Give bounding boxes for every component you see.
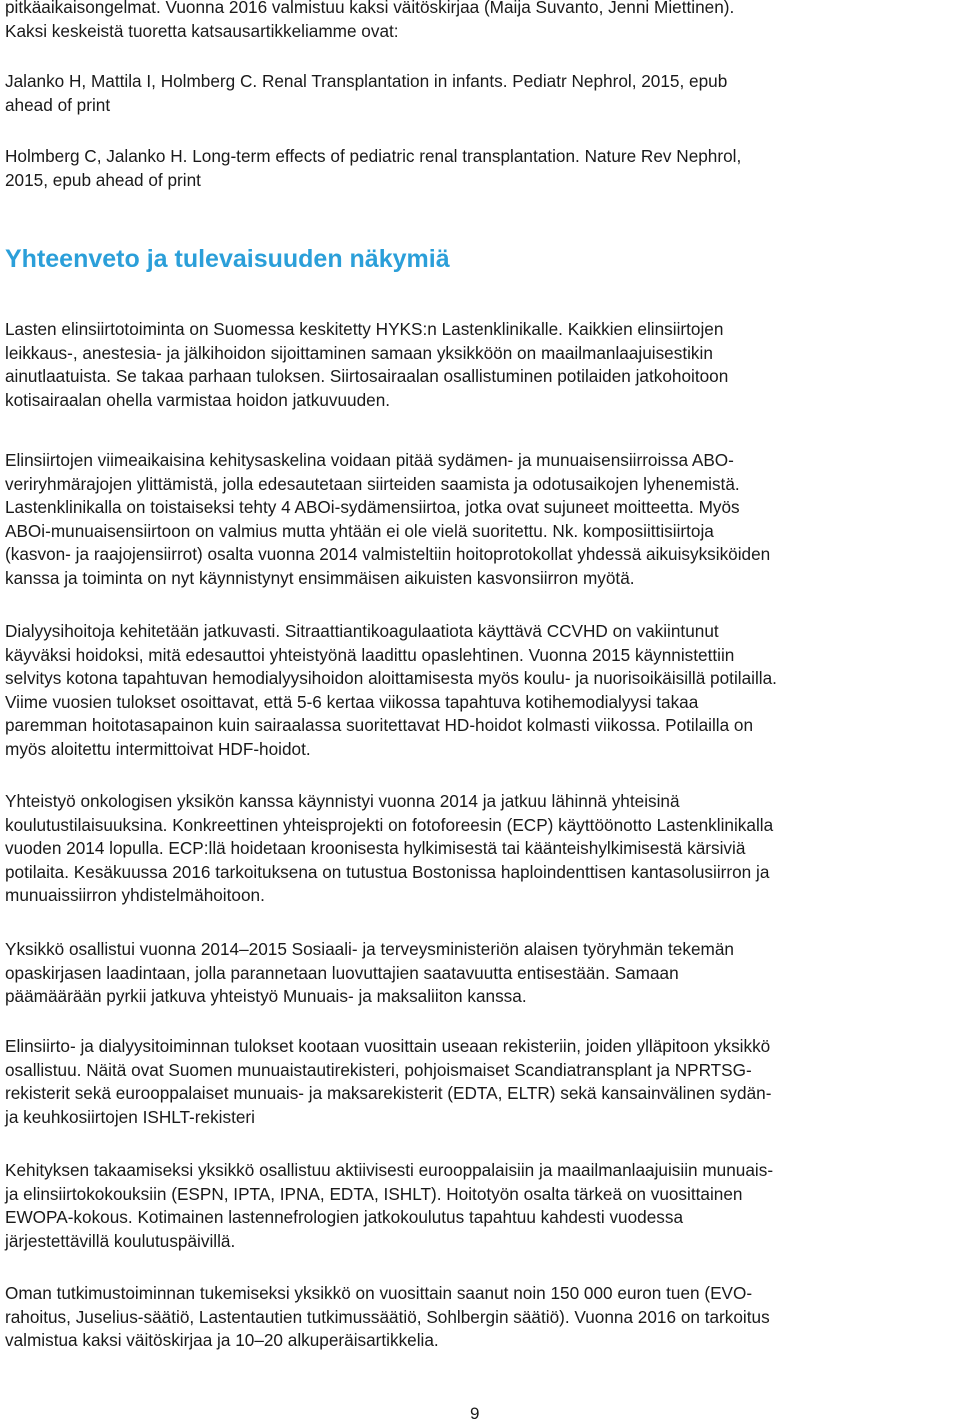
body-paragraph xyxy=(5,620,957,762)
text-line: Yhteistyö onkologisen yksikön kanssa käynnistyi vuonna 2014 ja jatkuu lähinnä yhteisinä xyxy=(5,791,680,811)
text-line: rekisterit sekä eurooppalaiset munuais- ja maksarekisterit (EDTA, ELTR) sekä kansainvälinen sydän- xyxy=(5,1083,772,1104)
text-line: Kehityksen takaamiseksi yksikkö osallistuu aktiivisesti eurooppalaisiin ja maailmanlaajuisiin munuais- xyxy=(5,1160,774,1180)
text-line: ja keuhkosiirtojen ISHLT-rekisteri xyxy=(5,1106,255,1127)
text-line: ABOi-munuaisensiirtoon on valmius mutta yhtään ei ole vielä suoritettu. Nk. komposiittisiirtoja xyxy=(5,520,714,541)
text-line: veriryhmärajojen ylittämistä, jolla edesautetaan siirteiden saamista ja odotusaikojen lyhenemistä. xyxy=(5,473,740,494)
text-line: kanssa ja toiminta on nyt käynnistynyt ensimmäisen aikuisten kasvonsiirron myötä. xyxy=(5,567,635,588)
text-line: Oman tutkimustoiminnan tukemiseksi yksikkö on vuosittain saanut noin 150 000 euron tuen (EVO- xyxy=(5,1283,753,1303)
text-line: paremman hoitotasapainon kuin sairaalassa suoritettavat HD-hoidot kolmasti viikossa. Potilailla on xyxy=(5,715,754,736)
text-line: käyväksi hoidoksi, mitä edesauttoi yhteistyönä laadittu opaslehtinen. Vuonna 2015 käynnistettiin xyxy=(5,644,735,665)
text-line: Lasten elinsiirtotoiminta on Suomessa keskitetty HYKS:n Lastenklinikalle. Kaikkien elinsiirtojen xyxy=(5,319,724,339)
text-line: järjestettävillä koulutuspäivillä. xyxy=(5,1230,236,1251)
text-line: Viime vuosien tulokset osoittavat, että 5-6 kertaa viikossa tapahtuva kotihemodialyysi takaa xyxy=(5,691,699,712)
text-line: koulutustilaisuuksina. Konkreettinen yhteisprojekti on fotoforeesin (ECP) käyttöönotto Lastenklinikalla xyxy=(5,814,774,835)
text-line: Kaksi keskeistä tuoretta katsausartikkeliamme ovat: xyxy=(5,20,399,41)
text-line: (kasvon- ja raajojensiirrot) osalta vuonna 2014 valmisteltiin hoitoprotokollat yhdessä aikuisyksiköiden xyxy=(5,544,771,565)
body-paragraph xyxy=(5,790,957,908)
text-line: pitkäaikaisongelmat. Vuonna 2016 valmistuu kaksi väitöskirjaa (Maija Suvanto, Jenni Miettinen). xyxy=(5,0,735,17)
text-line: ahead of print xyxy=(5,94,111,115)
body-paragraph xyxy=(5,1035,957,1129)
text-line: 2015, epub ahead of print xyxy=(5,169,201,190)
text-line: Dialyysihoitoja kehitetään jatkuvasti. Sitraattiantikoagulaatiota käyttävä CCVHD on vakiintunut xyxy=(5,621,719,641)
text-line: vuoden 2014 lopulla. ECP:llä hoidetaan kroonisesta hylkimisestä tai käänteishylkimisestä kärsiviä xyxy=(5,838,746,859)
text-line: Lastenklinikalla on toistaiseksi tehty 4 ABOi-sydämensiirtoa, jotka ovat sujuneet moitteetta. Myös xyxy=(5,497,740,518)
text-line: osallistuu. Näitä ovat Suomen munuaistautirekisteri, pohjoismaiset Scandiatransplant ja NPRTSG- xyxy=(5,1059,752,1080)
section-heading: Yhteenveto ja tulevaisuuden näkymiä xyxy=(5,245,450,273)
text-line: Jalanko H, Mattila I, Holmberg C. Renal Transplantation in infants. Pediatr Nephrol, 2015, epub xyxy=(5,71,728,91)
reference-entry xyxy=(5,145,957,192)
text-line: rahoitus, Juselius-säätiö, Lastentautien tutkimussäätiö, Sohlbergin säätiö). Vuonna 2016 on tarkoitus xyxy=(5,1306,770,1327)
body-paragraph xyxy=(5,1282,957,1353)
intro-paragraph xyxy=(5,0,957,43)
text-line: opaskirjasen laadintaan, jolla parannetaan luovuttajien saatavuutta entisestään. Samaan xyxy=(5,962,679,983)
text-line: selvitys kotona tapahtuvan hemodialyysihoidon aloittamisesta myös koulu- ja nuorisoikäisillä potilailla. xyxy=(5,668,777,689)
body-paragraph xyxy=(5,318,957,412)
reference-entry xyxy=(5,70,957,117)
text-line: valmistua kaksi väitöskirjaa ja 10–20 alkuperäisartikkelia. xyxy=(5,1330,439,1351)
text-line: myös aloitettu intermittoivat HDF-hoidot. xyxy=(5,738,311,759)
text-line: EWOPA-kokous. Kotimainen lastennefrologien jatkokoulutus tapahtuu kahdesti vuodessa xyxy=(5,1207,684,1228)
text-line: potilaita. Kesäkuussa 2016 tarkoituksena on tutustua Bostonissa haploindenttisen kantasolusiirron ja xyxy=(5,861,770,882)
body-paragraph xyxy=(5,938,957,1009)
text-line: leikkaus-, anestesia- ja jälkihoidon sijoittaminen samaan yksikköön on maailmanlaajuisestikin xyxy=(5,342,713,363)
page-number: 9 xyxy=(470,1404,480,1423)
text-line: ja elinsiirtokokouksiin (ESPN, IPTA, IPNA, EDTA, ISHLT). Hoitotyön osalta tärkeä on vuosittainen xyxy=(5,1183,743,1204)
text-line: ainutlaatuista. Se takaa parhaan tuloksen. Siirtosairaalan osallistuminen potilaiden jatkohoitoon xyxy=(5,366,729,387)
text-line: munuaissiirron yhdistelmähoitoon. xyxy=(5,885,265,906)
text-line: Elinsiirtojen viimeaikaisina kehitysaskelina voidaan pitää sydämen- ja munuaisensiirroissa ABO- xyxy=(5,450,734,470)
text-line: Yksikkö osallistui vuonna 2014–2015 Sosiaali- ja terveysministeriön alaisen työryhmän tekemän xyxy=(5,939,734,959)
text-line: Holmberg C, Jalanko H. Long-term effects of pediatric renal transplantation. Nature Rev Nephrol, xyxy=(5,146,742,166)
body-paragraph xyxy=(5,1159,957,1253)
body-paragraph xyxy=(5,449,957,591)
text-line: Elinsiirto- ja dialyysitoiminnan tulokset kootaan vuosittain useaan rekisteriin, joiden ylläpitoon yksikkö xyxy=(5,1036,771,1056)
text-line: päämäärään pyrkii jatkuva yhteistyö Munuais- ja maksaliiton kanssa. xyxy=(5,986,527,1007)
text-line: kotisairaalan ohella varmistaa hoidon jatkuvuuden. xyxy=(5,389,391,410)
